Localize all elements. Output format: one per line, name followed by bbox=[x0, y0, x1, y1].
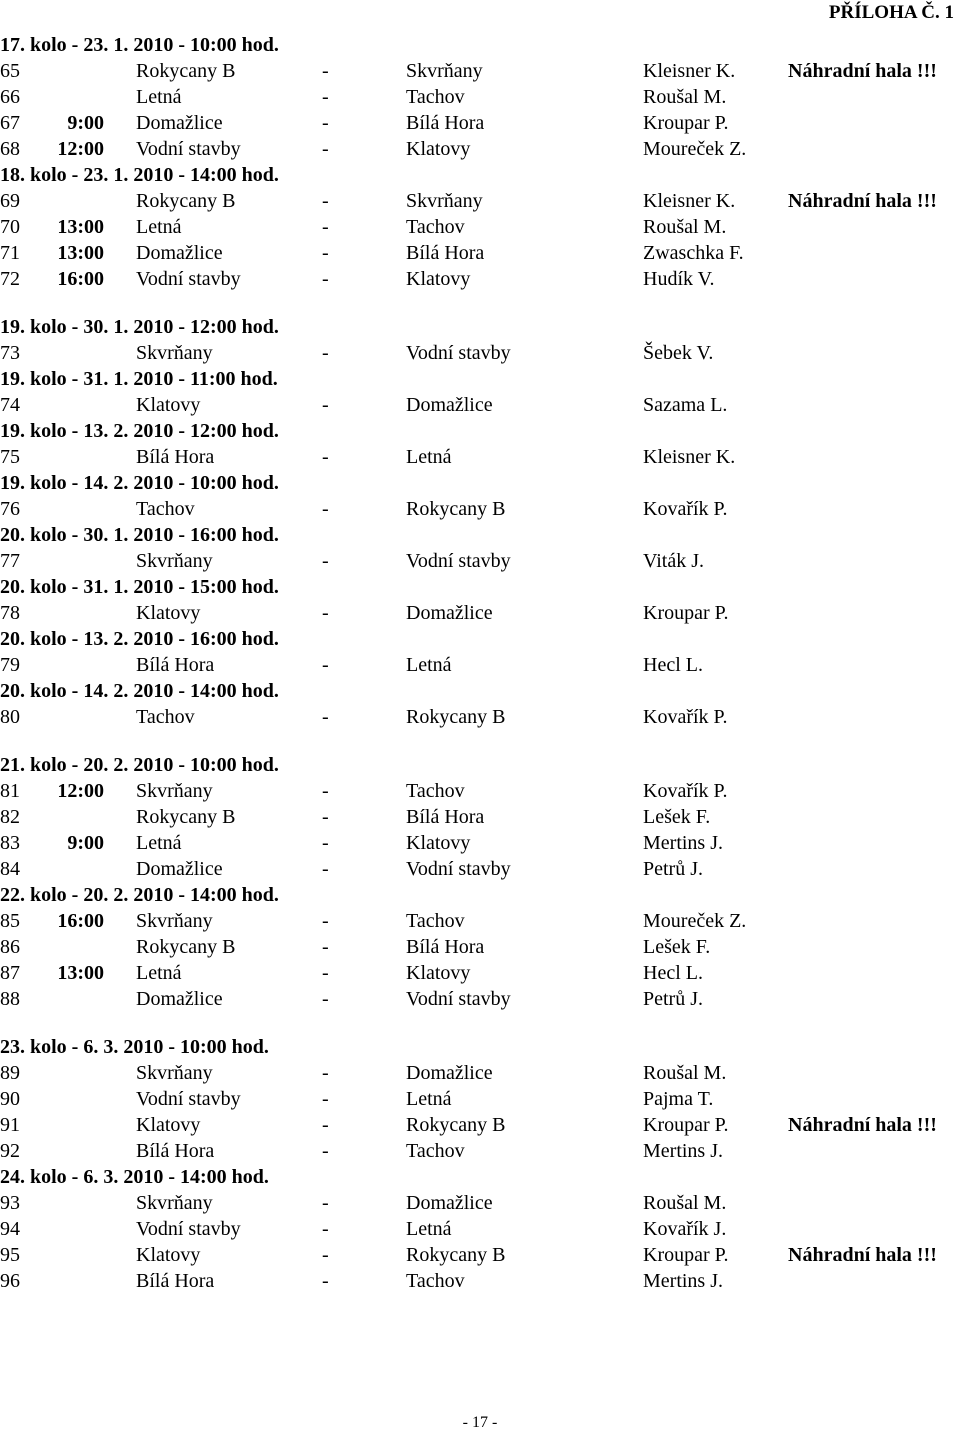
vs-dash: - bbox=[322, 498, 329, 520]
home-team: Rokycany B bbox=[136, 806, 236, 828]
match-row bbox=[0, 908, 960, 934]
referee: Hudík V. bbox=[643, 268, 715, 290]
vs-dash: - bbox=[322, 60, 329, 82]
venue-note: Náhradní hala !!! bbox=[788, 1114, 937, 1136]
vs-dash: - bbox=[322, 1270, 329, 1292]
away-team: Klatovy bbox=[406, 138, 471, 160]
match-row bbox=[0, 1268, 960, 1294]
vs-dash: - bbox=[322, 394, 329, 416]
match-number: 81 bbox=[0, 780, 20, 802]
referee: Zwaschka F. bbox=[643, 242, 744, 264]
away-team: Rokycany B bbox=[406, 498, 506, 520]
home-team: Letná bbox=[136, 832, 182, 854]
referee: Kleisner K. bbox=[643, 190, 736, 212]
referee: Mertins J. bbox=[643, 1140, 723, 1162]
away-team: Rokycany B bbox=[406, 1114, 506, 1136]
vs-dash: - bbox=[322, 654, 329, 676]
venue-note: Náhradní hala !!! bbox=[788, 1244, 937, 1266]
home-team: Klatovy bbox=[136, 602, 201, 624]
match-row bbox=[0, 1242, 960, 1268]
home-team: Rokycany B bbox=[136, 936, 236, 958]
vs-dash: - bbox=[322, 910, 329, 932]
match-row bbox=[0, 548, 960, 574]
round-header: 19. kolo - 30. 1. 2010 - 12:00 hod. bbox=[0, 316, 279, 338]
match-number: 94 bbox=[0, 1218, 20, 1240]
round-header: 20. kolo - 14. 2. 2010 - 14:00 hod. bbox=[0, 680, 279, 702]
vs-dash: - bbox=[322, 138, 329, 160]
vs-dash: - bbox=[322, 1062, 329, 1084]
match-number: 87 bbox=[0, 962, 20, 984]
away-team: Tachov bbox=[406, 1140, 465, 1162]
vs-dash: - bbox=[322, 1088, 329, 1110]
home-team: Klatovy bbox=[136, 394, 201, 416]
home-team: Vodní stavby bbox=[136, 138, 241, 160]
referee: Roušal M. bbox=[643, 86, 727, 108]
vs-dash: - bbox=[322, 342, 329, 364]
match-row bbox=[0, 986, 960, 1012]
match-number: 77 bbox=[0, 550, 20, 572]
home-team: Skvrňany bbox=[136, 550, 213, 572]
match-number: 91 bbox=[0, 1114, 20, 1136]
round-header: 20. kolo - 31. 1. 2010 - 15:00 hod. bbox=[0, 576, 279, 598]
vs-dash: - bbox=[322, 602, 329, 624]
away-team: Letná bbox=[406, 1218, 452, 1240]
home-team: Skvrňany bbox=[136, 342, 213, 364]
referee: Sazama L. bbox=[643, 394, 728, 416]
match-number: 67 bbox=[0, 112, 20, 134]
away-team: Tachov bbox=[406, 910, 465, 932]
match-time: 16:00 bbox=[57, 910, 104, 932]
away-team: Domažlice bbox=[406, 1062, 493, 1084]
away-team: Tachov bbox=[406, 216, 465, 238]
match-row bbox=[0, 496, 960, 522]
match-number: 82 bbox=[0, 806, 20, 828]
away-team: Skvrňany bbox=[406, 60, 483, 82]
referee: Kroupar P. bbox=[643, 1114, 729, 1136]
away-team: Letná bbox=[406, 654, 452, 676]
away-team: Rokycany B bbox=[406, 1244, 506, 1266]
match-number: 69 bbox=[0, 190, 20, 212]
match-time: 9:00 bbox=[67, 112, 104, 134]
away-team: Vodní stavby bbox=[406, 858, 511, 880]
referee: Petrů J. bbox=[643, 858, 703, 880]
match-time: 9:00 bbox=[67, 832, 104, 854]
match-row bbox=[0, 58, 960, 84]
home-team: Rokycany B bbox=[136, 190, 236, 212]
match-row bbox=[0, 1216, 960, 1242]
block-gap bbox=[0, 1012, 960, 1034]
home-team: Tachov bbox=[136, 706, 195, 728]
match-row bbox=[0, 392, 960, 418]
vs-dash: - bbox=[322, 858, 329, 880]
schedule bbox=[0, 32, 960, 1294]
away-team: Bílá Hora bbox=[406, 242, 485, 264]
round-header: 19. kolo - 31. 1. 2010 - 11:00 hod. bbox=[0, 368, 278, 390]
referee: Lešek F. bbox=[643, 806, 711, 828]
away-team: Bílá Hora bbox=[406, 806, 485, 828]
round-header: 19. kolo - 13. 2. 2010 - 12:00 hod. bbox=[0, 420, 279, 442]
match-number: 93 bbox=[0, 1192, 20, 1214]
match-number: 72 bbox=[0, 268, 20, 290]
round-header: 24. kolo - 6. 3. 2010 - 14:00 hod. bbox=[0, 1166, 269, 1188]
home-team: Klatovy bbox=[136, 1114, 201, 1136]
venue-note: Náhradní hala !!! bbox=[788, 190, 937, 212]
home-team: Rokycany B bbox=[136, 60, 236, 82]
away-team: Vodní stavby bbox=[406, 342, 511, 364]
away-team: Bílá Hora bbox=[406, 112, 485, 134]
match-row bbox=[0, 214, 960, 240]
away-team: Domažlice bbox=[406, 394, 493, 416]
referee: Hecl L. bbox=[643, 962, 703, 984]
annex-label: PŘÍLOHA Č. 1 bbox=[828, 2, 954, 23]
match-number: 76 bbox=[0, 498, 20, 520]
referee: Roušal M. bbox=[643, 216, 727, 238]
match-row bbox=[0, 934, 960, 960]
match-time: 13:00 bbox=[57, 962, 104, 984]
referee: Kleisner K. bbox=[643, 60, 736, 82]
vs-dash: - bbox=[322, 190, 329, 212]
match-row bbox=[0, 960, 960, 986]
away-team: Domažlice bbox=[406, 602, 493, 624]
match-row bbox=[0, 136, 960, 162]
referee: Moureček Z. bbox=[643, 138, 747, 160]
round-header: 21. kolo - 20. 2. 2010 - 10:00 hod. bbox=[0, 754, 279, 776]
home-team: Skvrňany bbox=[136, 910, 213, 932]
round-header: 17. kolo - 23. 1. 2010 - 10:00 hod. bbox=[0, 34, 279, 56]
match-number: 68 bbox=[0, 138, 20, 160]
home-team: Tachov bbox=[136, 498, 195, 520]
match-number: 86 bbox=[0, 936, 20, 958]
away-team: Tachov bbox=[406, 780, 465, 802]
match-row bbox=[0, 188, 960, 214]
match-row bbox=[0, 600, 960, 626]
vs-dash: - bbox=[322, 988, 329, 1010]
vs-dash: - bbox=[322, 1140, 329, 1162]
match-row bbox=[0, 1086, 960, 1112]
match-row bbox=[0, 704, 960, 730]
referee: Kovařík P. bbox=[643, 498, 728, 520]
home-team: Letná bbox=[136, 962, 182, 984]
match-time: 13:00 bbox=[57, 242, 104, 264]
referee: Kroupar P. bbox=[643, 112, 729, 134]
match-number: 78 bbox=[0, 602, 20, 624]
vs-dash: - bbox=[322, 832, 329, 854]
match-row bbox=[0, 84, 960, 110]
referee: Viták J. bbox=[643, 550, 705, 572]
vs-dash: - bbox=[322, 962, 329, 984]
block-gap bbox=[0, 292, 960, 314]
referee: Kroupar P. bbox=[643, 1244, 729, 1266]
match-row bbox=[0, 1060, 960, 1086]
referee: Moureček Z. bbox=[643, 910, 747, 932]
home-team: Bílá Hora bbox=[136, 1140, 215, 1162]
match-number: 74 bbox=[0, 394, 20, 416]
away-team: Domažlice bbox=[406, 1192, 493, 1214]
match-number: 83 bbox=[0, 832, 20, 854]
home-team: Domažlice bbox=[136, 112, 223, 134]
round-header: 23. kolo - 6. 3. 2010 - 10:00 hod. bbox=[0, 1036, 269, 1058]
match-row bbox=[0, 340, 960, 366]
match-row bbox=[0, 444, 960, 470]
match-number: 80 bbox=[0, 706, 20, 728]
match-time: 16:00 bbox=[57, 268, 104, 290]
referee: Petrů J. bbox=[643, 988, 703, 1010]
home-team: Bílá Hora bbox=[136, 654, 215, 676]
away-team: Klatovy bbox=[406, 962, 471, 984]
venue-note: Náhradní hala !!! bbox=[788, 60, 937, 82]
match-row bbox=[0, 266, 960, 292]
match-time: 12:00 bbox=[57, 138, 104, 160]
match-number: 71 bbox=[0, 242, 20, 264]
vs-dash: - bbox=[322, 446, 329, 468]
away-team: Vodní stavby bbox=[406, 550, 511, 572]
away-team: Vodní stavby bbox=[406, 988, 511, 1010]
home-team: Letná bbox=[136, 86, 182, 108]
vs-dash: - bbox=[322, 1192, 329, 1214]
match-row bbox=[0, 110, 960, 136]
away-team: Bílá Hora bbox=[406, 936, 485, 958]
referee: Roušal M. bbox=[643, 1062, 727, 1084]
match-number: 66 bbox=[0, 86, 20, 108]
match-row bbox=[0, 1138, 960, 1164]
match-row bbox=[0, 1190, 960, 1216]
away-team: Klatovy bbox=[406, 268, 471, 290]
home-team: Letná bbox=[136, 216, 182, 238]
vs-dash: - bbox=[322, 706, 329, 728]
vs-dash: - bbox=[322, 1218, 329, 1240]
home-team: Bílá Hora bbox=[136, 446, 215, 468]
home-team: Domažlice bbox=[136, 988, 223, 1010]
match-number: 89 bbox=[0, 1062, 20, 1084]
away-team: Letná bbox=[406, 446, 452, 468]
referee: Kovařík J. bbox=[643, 1218, 727, 1240]
page-number: - 17 - bbox=[462, 1414, 498, 1431]
round-header: 18. kolo - 23. 1. 2010 - 14:00 hod. bbox=[0, 164, 279, 186]
match-row bbox=[0, 240, 960, 266]
match-number: 70 bbox=[0, 216, 20, 238]
vs-dash: - bbox=[322, 268, 329, 290]
referee: Mertins J. bbox=[643, 832, 723, 854]
away-team: Klatovy bbox=[406, 832, 471, 854]
referee: Kroupar P. bbox=[643, 602, 729, 624]
referee: Mertins J. bbox=[643, 1270, 723, 1292]
away-team: Tachov bbox=[406, 1270, 465, 1292]
vs-dash: - bbox=[322, 216, 329, 238]
referee: Pajma T. bbox=[643, 1088, 714, 1110]
match-number: 65 bbox=[0, 60, 20, 82]
home-team: Domažlice bbox=[136, 858, 223, 880]
block-gap bbox=[0, 730, 960, 752]
round-header: 20. kolo - 30. 1. 2010 - 16:00 hod. bbox=[0, 524, 279, 546]
match-row bbox=[0, 778, 960, 804]
match-row bbox=[0, 652, 960, 678]
referee: Roušal M. bbox=[643, 1192, 727, 1214]
vs-dash: - bbox=[322, 1244, 329, 1266]
match-row bbox=[0, 856, 960, 882]
round-header: 20. kolo - 13. 2. 2010 - 16:00 hod. bbox=[0, 628, 279, 650]
referee: Kovařík P. bbox=[643, 780, 728, 802]
vs-dash: - bbox=[322, 242, 329, 264]
home-team: Vodní stavby bbox=[136, 268, 241, 290]
match-number: 96 bbox=[0, 1270, 20, 1292]
match-number: 84 bbox=[0, 858, 20, 880]
vs-dash: - bbox=[322, 550, 329, 572]
vs-dash: - bbox=[322, 1114, 329, 1136]
match-number: 88 bbox=[0, 988, 20, 1010]
referee: Šebek V. bbox=[643, 342, 714, 364]
vs-dash: - bbox=[322, 112, 329, 134]
away-team: Letná bbox=[406, 1088, 452, 1110]
away-team: Skvrňany bbox=[406, 190, 483, 212]
vs-dash: - bbox=[322, 780, 329, 802]
vs-dash: - bbox=[322, 86, 329, 108]
vs-dash: - bbox=[322, 806, 329, 828]
referee: Lešek F. bbox=[643, 936, 711, 958]
match-time: 13:00 bbox=[57, 216, 104, 238]
round-header: 19. kolo - 14. 2. 2010 - 10:00 hod. bbox=[0, 472, 279, 494]
match-number: 95 bbox=[0, 1244, 20, 1266]
home-team: Skvrňany bbox=[136, 1192, 213, 1214]
match-row bbox=[0, 1112, 960, 1138]
home-team: Klatovy bbox=[136, 1244, 201, 1266]
home-team: Skvrňany bbox=[136, 780, 213, 802]
match-number: 92 bbox=[0, 1140, 20, 1162]
referee: Kovařík P. bbox=[643, 706, 728, 728]
home-team: Vodní stavby bbox=[136, 1218, 241, 1240]
away-team: Rokycany B bbox=[406, 706, 506, 728]
match-time: 12:00 bbox=[57, 780, 104, 802]
home-team: Bílá Hora bbox=[136, 1270, 215, 1292]
match-number: 90 bbox=[0, 1088, 20, 1110]
round-header: 22. kolo - 20. 2. 2010 - 14:00 hod. bbox=[0, 884, 279, 906]
match-number: 85 bbox=[0, 910, 20, 932]
referee: Hecl L. bbox=[643, 654, 703, 676]
vs-dash: - bbox=[322, 936, 329, 958]
match-number: 75 bbox=[0, 446, 20, 468]
away-team: Tachov bbox=[406, 86, 465, 108]
referee: Kleisner K. bbox=[643, 446, 736, 468]
match-row bbox=[0, 804, 960, 830]
match-row bbox=[0, 830, 960, 856]
match-number: 73 bbox=[0, 342, 20, 364]
match-number: 79 bbox=[0, 654, 20, 676]
home-team: Domažlice bbox=[136, 242, 223, 264]
home-team: Skvrňany bbox=[136, 1062, 213, 1084]
home-team: Vodní stavby bbox=[136, 1088, 241, 1110]
